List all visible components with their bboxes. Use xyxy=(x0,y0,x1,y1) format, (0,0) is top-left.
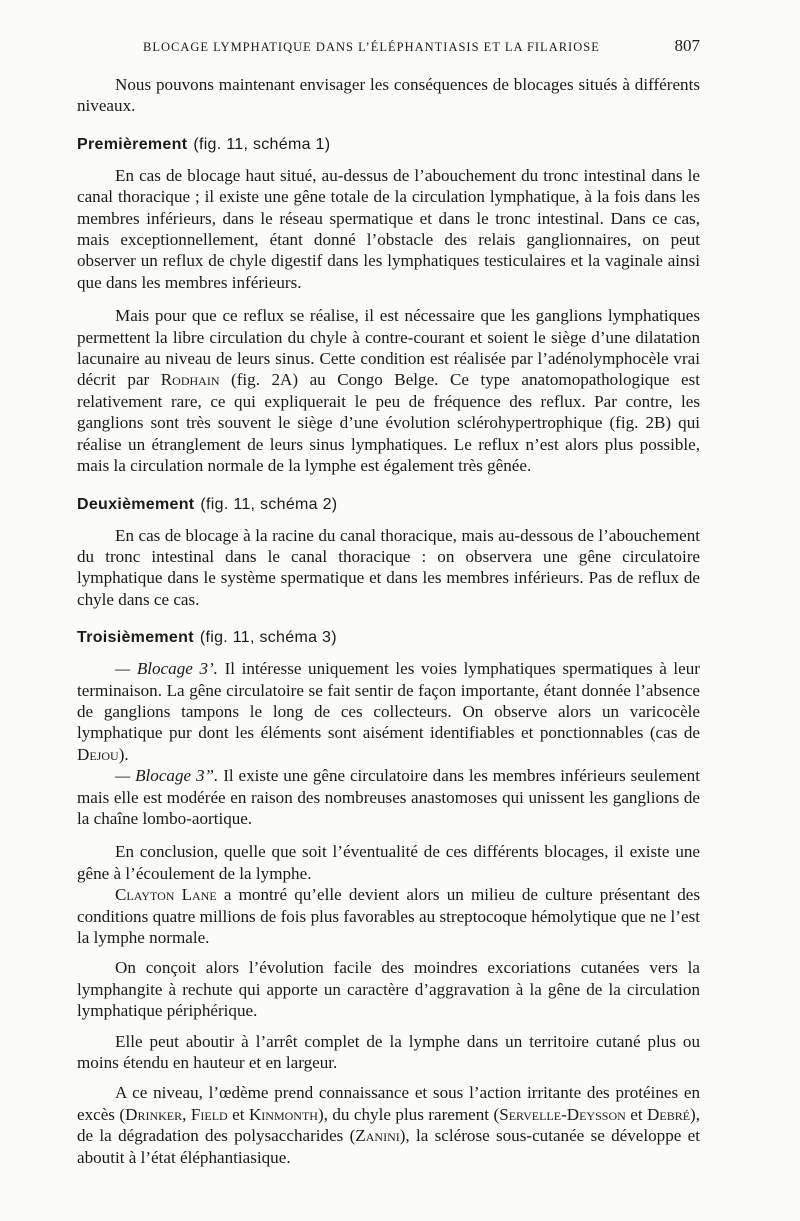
author-name: Dejou xyxy=(77,744,119,764)
figure-reference: (fig. 11, schéma 2) xyxy=(200,495,338,513)
section-title: Premièrement xyxy=(77,135,188,153)
blocage-label: — Blocage 3’. xyxy=(115,659,218,679)
author-name: Servelle-Deysson xyxy=(499,1104,626,1124)
paragraph: En cas de blocage haut situé, au-dessus de l’abouchement du tronc intestinal dans le canal thoracique ; il existe une gêne totale de la circulation lymphatique, à la fois dans les membres inférieurs, dans le réseau spermatique et dans le tronc intestinal. Dans ce cas, mais exceptionnellement, étant donné l’obstacle des relais ganglionnaires, on peut observer un reflux de chyle digestif dans les lymphatiques testiculaires et la vaginale ainsi que dans les membres inférieurs. xyxy=(77,165,700,292)
author-name: Kinmonth xyxy=(248,1104,318,1124)
author-name: Rodhain xyxy=(160,370,220,390)
section-heading-3 xyxy=(77,627,700,649)
section-title: Troisièmement xyxy=(77,629,194,647)
running-title: BLOCAGE LYMPHATIQUE DANS L’ÉLÉPHANTIASIS ET LA FILARIOSE xyxy=(143,40,600,54)
running-header xyxy=(77,38,700,58)
intro-paragraph: Nous pouvons maintenant envisager les conséquences de blocages situés à différents niveaux. xyxy=(77,75,700,116)
author-name: Field xyxy=(190,1104,228,1124)
page-number: 807 xyxy=(674,36,700,55)
section-heading-2 xyxy=(77,494,700,516)
paragraph: Elle peut aboutir à l’arrêt complet de la lymphe dans un territoire cutané plus ou moins étendu en hauteur et en largeur. xyxy=(77,1031,700,1073)
paragraph: — Blocage 3’. Il intéresse uniquement les voies lymphatiques spermatiques à leur terminaison. La gêne circulatoire se fait sentir de façon importante, étant donnée l’absence de ganglions tampons le long de ces collecteurs. On observe alors un varicocèle lymphatique pur dont les éléments sont aisément identifiables et ponctionnables (cas de Dejou). xyxy=(77,659,700,764)
author-name: Debré xyxy=(647,1104,691,1124)
paragraph: On conçoit alors l’évolution facile des moindres excoriations cutanées vers la lymphangite à rechute qui apporte un caractère d’aggravation à la gêne de la circulation lymphatique périphérique. xyxy=(77,958,700,1021)
author-name: Zanini xyxy=(355,1126,400,1146)
paragraph: A ce niveau, l’œdème prend connaissance et sous l’action irritante des protéines en excès (Drinker, Field et Kinmonth), du chyle plus rarement (Servelle-Deysson et Debré), de la dégradation des polysaccharides (Zanini), la sclérose sous-cutanée se développe et aboutit à l’état éléphantiasique. xyxy=(77,1083,701,1167)
figure-reference: (fig. 11, schéma 3) xyxy=(199,629,337,647)
paragraph: En cas de blocage à la racine du canal thoracique, mais au-dessous de l’abouchement du tronc intestinal dans le canal thoracique : on observera une gêne circulatoire lymphatique dans le système spermatique et dans les membres inférieurs. Pas de reflux de chyle dans ce cas. xyxy=(77,525,700,609)
paragraph: Mais pour que ce reflux se réalise, il est nécessaire que les ganglions lymphatiques permettent la libre circulation du chyle à contre-courant et soient le siège d’une dilatation lacunaire au niveau de leurs sinus. Cette condition est réalisée par l’adénolymphocèle vrai décrit par Rodhain (fig. 2A) au Congo Belge. Ce type anatomopathologique est relativement rare, ce qui expliquerait le peu de fréquence des reflux. Par contre, les ganglions sont très souvent le siège d’une évolution sclérohypertrophique (fig. 2B) qui réalise un étranglement de leurs sinus lymphatiques. Le reflux n’est alors plus possible, mais la circulation normale de la lymphe est également très gênée. xyxy=(77,306,700,476)
section-heading-1 xyxy=(77,134,700,156)
figure-reference: (fig. 11, schéma 1) xyxy=(193,135,331,153)
body-text xyxy=(77,74,700,1168)
paragraph: En conclusion, quelle que soit l’éventualité de ces différents blocages, il existe une gêne à l’écoulement de la lymphe. xyxy=(77,842,700,883)
author-name: Drinker xyxy=(125,1104,183,1124)
paragraph: — Blocage 3”. Il existe une gêne circulatoire dans les membres inférieurs seulement mais elle est modérée en raison des nombreuses anastomoses qui unissent les ganglions de la chaîne lombo-aortique. xyxy=(77,766,700,828)
author-name: Clayton Lane xyxy=(115,885,217,905)
document-page xyxy=(77,0,700,1221)
blocage-label: — Blocage 3”. xyxy=(115,766,219,786)
section-title: Deuxièmement xyxy=(77,495,195,513)
paragraph: Clayton Lane a montré qu’elle devient alors un milieu de culture présentant des conditions quatre millions de fois plus favorables au streptocoque hémolytique que ne l’est la lymphe normale. xyxy=(77,885,700,947)
